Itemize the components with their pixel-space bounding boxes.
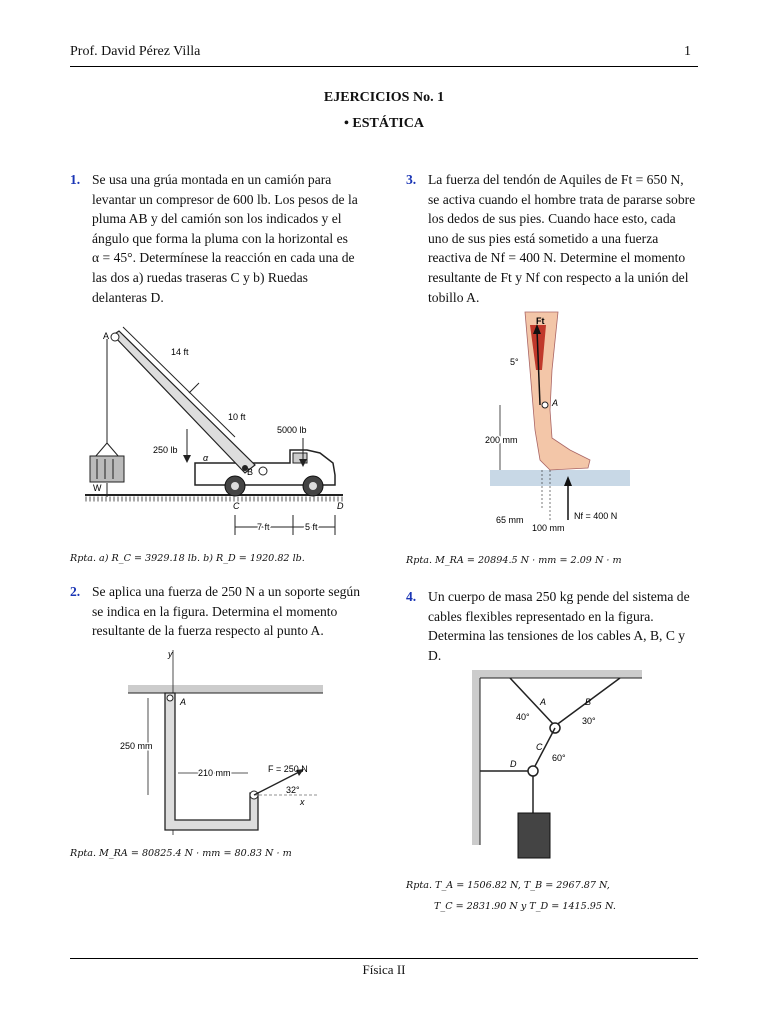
bracket-label-y: y [168, 649, 173, 659]
problem-1-answer: Rpta. a) R_C = 3929.18 lb. b) R_D = 1920.82 lb. [70, 553, 305, 564]
problem-1-line: pluma AB y del camión son los indicados y el [92, 211, 342, 227]
problem-3-line: se activa cuando el hombre trata de pararse sobre [428, 191, 696, 207]
crane-label-d: D [337, 501, 344, 511]
crane-label-14ft: 14 ft [171, 347, 189, 357]
achilles-foot-figure [480, 310, 640, 535]
crane-truck-figure [85, 325, 355, 540]
problem-2-line: se indica en la figura. Determina el momento [92, 603, 338, 619]
problem-3-text [428, 170, 698, 307]
problem-1-line: delanteras D. [92, 289, 164, 305]
bracket-label-force: F = 250 N [268, 764, 308, 774]
problem-4-answer-line2: T_C = 2831.90 N y T_D = 1415.95 N. [434, 901, 616, 912]
cable-label-b: B [585, 697, 592, 707]
foot-label-ft: Ft [536, 316, 545, 326]
problem-4-text [428, 587, 698, 665]
crane-label-w: W [93, 483, 102, 493]
problem-1-number: 1. [70, 172, 81, 187]
bracket-label-250mm: 250 mm [120, 741, 153, 751]
problem-1-line: levantar un compresor de 600 lb. Los pesos de la [92, 191, 358, 207]
foot-label-nf: Nf = 400 N [574, 511, 618, 521]
foot-label-a: A [552, 398, 559, 408]
cable-label-d: D [510, 759, 517, 769]
problem-1-line: ángulo que forma la pluma con la horizontal es [92, 230, 348, 246]
crane-label-10ft: 10 ft [228, 412, 246, 422]
problem-2-line: Se aplica una fuerza de 250 N a un soporte según [92, 584, 361, 599]
crane-label-7ft: 7 ft [257, 522, 270, 532]
cable-label-a: A [540, 697, 547, 707]
crane-label-5000lb: 5000 lb [277, 425, 307, 435]
bracket-figure [118, 645, 333, 840]
problem-4-line: cables flexibles representado en la figura. [428, 608, 654, 624]
problem-4-number: 4. [406, 589, 417, 604]
crane-label-a: A [103, 331, 110, 341]
problem-4-line: Determina las tensiones de los cables A, B, C y [428, 628, 686, 644]
bracket-label-a: A [180, 697, 187, 707]
problem-1-line: las dos a) ruedas traseras C y b) Ruedas [92, 269, 308, 285]
bracket-label-32deg: 32° [286, 785, 300, 795]
crane-label-b: B [247, 467, 254, 477]
problem-3-line: uno de sus pies está sometido a una fuerza [428, 230, 659, 246]
problem-3-line: La fuerza del tendón de Aquiles de Ft = 650 N, [428, 172, 684, 187]
problem-4-line: Un cuerpo de masa 250 kg pende del sistema de [428, 589, 690, 604]
cable-label-c: C [536, 742, 543, 752]
crane-label-c: C [233, 501, 240, 511]
problem-2-line: resultante de la fuerza respecto al punto A. [92, 623, 324, 639]
cable-label-30deg: 30° [582, 716, 596, 726]
problem-3-line: los dedos de sus pies. Cuando hace esto, cada [428, 211, 676, 227]
bracket-label-x: x [300, 797, 305, 807]
header-author: Prof. David Pérez Villa [70, 44, 201, 59]
problem-1-text [92, 170, 362, 307]
foot-label-100mm: 100 mm [532, 523, 565, 533]
cable-system-figure [470, 668, 645, 868]
problem-3-number: 3. [406, 172, 417, 187]
header-rule [70, 66, 698, 67]
cable-label-40deg: 40° [516, 712, 530, 722]
problem-3-line: resultante de Ft y Nf con respecto a la unión del [428, 269, 689, 285]
crane-label-5ft: 5 ft [305, 522, 318, 532]
problem-3-answer: Rpta. M_RA = 20894.5 N · mm = 2.09 N · m [406, 555, 622, 566]
problem-1-line: α = 45°. Determínese la reacción en cada una de [92, 250, 355, 266]
problem-3-line: reactiva de Nf = 400 N. Determine el momento [428, 250, 686, 266]
document-title: EJERCICIOS No. 1 [323, 90, 445, 105]
problem-4-line: D. [428, 647, 442, 663]
problem-4-answer-line1: Rpta. T_A = 1506.82 N, T_B = 2967.87 N, [406, 880, 610, 891]
cable-label-60deg: 60° [552, 753, 566, 763]
problem-2-answer: Rpta. M_RA = 80825.4 N · mm = 80.83 N · m [70, 848, 292, 859]
foot-label-65mm: 65 mm [496, 515, 524, 525]
foot-label-200mm: 200 mm [485, 435, 518, 445]
bracket-label-210mm: 210 mm [198, 768, 231, 778]
footer-course: Física II [362, 962, 406, 977]
problem-2-number: 2. [70, 584, 81, 599]
problem-3-line: tobillo A. [428, 289, 480, 305]
section-title: • ESTÁTICA [344, 116, 424, 131]
foot-label-5deg: 5° [510, 357, 519, 367]
crane-label-250lb: 250 lb [153, 445, 178, 455]
footer-rule [70, 958, 698, 959]
page-number: 1 [684, 44, 691, 59]
crane-label-alpha: α [203, 453, 209, 463]
problem-2-text [92, 582, 362, 641]
problem-1-line: Se usa una grúa montada en un camión para [92, 172, 332, 187]
